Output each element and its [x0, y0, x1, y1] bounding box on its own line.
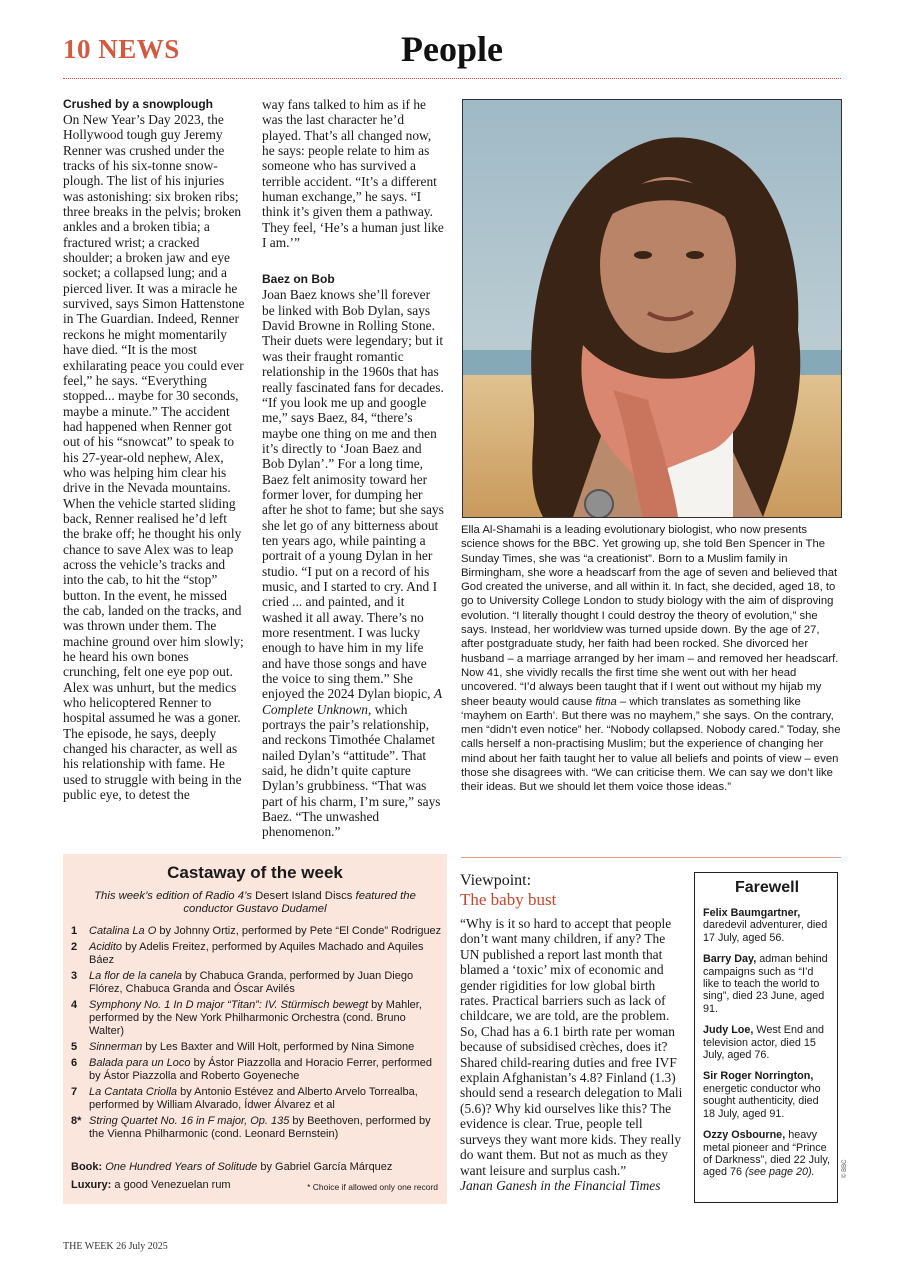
section-label: 10 NEWS [63, 34, 180, 64]
obituary-item: Sir Roger Norrington, energetic conductor who sought authenticity, died 18 July, aged 91. [703, 1070, 821, 1120]
track-item: 5 Sinnerman by Les Baxter and Will Holt, performed by Nina Simone [71, 1040, 415, 1053]
track-item: 7 La Cantata Criolla by Antonio Estévez and Alberto Arvelo Torrealba, performed by William Alvarado, Ídwer Álvarez et al [71, 1086, 418, 1111]
track-item: 6 Balada para un Loco by Ástor Piazzolla and Horacio Ferrer, performed by Ástor Piazzolla and Roberto Goyeneche [71, 1057, 433, 1082]
track-item: 8* String Quartet No. 16 in F major, Op. 135 by Beethoven, performed by the Vienna Philharmonic (cond. Leonard Bernstein) [71, 1115, 431, 1140]
castaway-book: Book: One Hundred Years of Solitude by Gabriel García Márquez [71, 1161, 393, 1173]
viewpoint-column [460, 872, 685, 1193]
track-list [71, 925, 443, 1144]
track-item: 3 La flor de la canela by Chabuca Granda, performed by Juan Diego Flórez, Chabuca Granda and Óscar Avilés [71, 970, 414, 995]
photo-caption: Ella Al-Shamahi is a leading evolutionary biologist, who now presents science shows for the BBC. Yet growing up, she told Ben Spencer in The Sunday Times, she was “a creationist”. Born to a Muslim family in Birmingham, she wore a headscarf from the age of seven and believed that God created the universe, and all within it. In fact, she decided, aged 18, to go to University College London to study biology with the aim of disproving evolution. “I literally thought I could destroy the theory of evolution,” she says. Instead, her worldview was turned upside down. By the age of 27, after postgraduate study, her faith had been rocked. She divorced her husband – a marriage arranged by her imam – and removed her headscarf. Now 41, she vividly recalls the first time she went out with her head uncovered. “I’d always been taught that if I went out without my hijab my sheer beauty would cause fitna – which translates as something like ‘mayhem on Earth’. But there was no mayhem,” she says. On the contrary, men “didn’t even notice” her. “Nobody collapsed. Nobody cared.” Today, she calls herself a non-practising Muslim; but the experience of changing her mind about her faith taught her to value all beliefs and points of view – even those she disagrees with. “We can criticise them. We can say we don’t like their ideas. But we should let them voice those ideas.” [461, 524, 841, 794]
castaway-intro: This week’s edition of Radio 4’s Desert Island Discs featured the conductor Gustavo Dudamel [94, 890, 416, 915]
obituary-item: Barry Day, adman behind campaigns such as “I’d like to teach the world to sing”, died 23 June, aged 91. [703, 953, 828, 1015]
obituary-item: Felix Baumgartner, daredevil adventurer, died 17 July, aged 56. [703, 907, 828, 944]
caption-divider [461, 857, 841, 858]
obituary-item: Ozzy Osbourne, heavy metal pioneer and “Prince of Darkness”, died 22 July, aged 76 (see page 20). [703, 1129, 831, 1179]
track-item: 1 Catalina La O by Johnny Ortiz, performed by Pete “El Conde” Rodriguez [71, 925, 442, 937]
story-body: On New Year’s Day 2023, the Hollywood tough guy Jeremy Renner was crushed under the tracks of his six-tonne snow-plough. The list of his injuries was astonishing: six broken ribs; three breaks in the pelvis; broken ankles and a broken tibia; a fractured wrist; a cracked shoulder; a broken jaw and eye socket; a collapsed lung; and a pierced liver. It was a miracle he survived, says Simon Hattenstone in The Guardian. Indeed, Renner reckons he might momentarily have died. “It is the most exhilarating peace you could ever feel,” he says. “Everything stopped... maybe for 30 seconds, maybe a minute.” The accident had happened when Renner got out of his “snowcat” to speak to his 27-year-old nephew, Alex, who was helping him clear his drive in the Nevada mountains. When the vehicle started sliding back, Renner realised he’d left the brake off; he thought his only chance to save Alex was to leap across the vehicle’s tracks and into the cab, to hit the “stop” button. In the event, he missed the cab, landed on the tracks, and was thrown under them. The machine ground over him slowly; he heard his own bones crunching, felt one eye pop out. Alex was unhurt, but the medics who helicoptered Renner to hospital assumed he was a goner. The episode, he says, deeply changed his character, as well as his relationship with fame. He used to struggle with being in the public eye, to detest the [63, 112, 245, 803]
story-body-baez: Joan Baez knows she’ll forever be linked with Bob Dylan, says David Browne in Rolling Stone. Their duets were legendary; but it was their fraught romantic relationship in the 1960s that has really fascinated fans for decades. “If you look me up and google me,” says Baez, 84, “there’s maybe one thing on me and then it’s directly to ‘Joan Baez and Bob Dylan’.” For a long time, Baez felt animosity toward her former lover, for dumping her after he shot to fame; but she says she let go of any bitterness about ten years ago, while painting a portrait of a young Dylan in her studio. “I put on a record of his music, and I started to cry. And I cried ... and painted, and it washed it all away. There’s no more resentment. I was lucky enough to have him in my life and have those songs and have the voice to sing them.” She enjoyed the 2024 Dylan biopic, A Complete Unknown, which portrays the pair’s relationship, and reckons Timothée Chalamet nailed Dylan’s “attitude”. That said, he didn’t quite capture Dylan’s grubbiness. “That was part of his charm, I’m sure,” says Baez. “The unwashed phenomenon.” [262, 287, 444, 840]
story-column-2 [262, 97, 446, 840]
header-divider [63, 78, 841, 79]
obituary-item: Judy Loe, West End and television actor, died 15 July, aged 76. [703, 1024, 825, 1062]
viewpoint-body: “Why is it so hard to accept that people don’t want many children, if any? The UN published a report last month that blamed a ‘toxic’ mix of economic and gender rigidities for low global birth rates. Practical barriers such as lack of childcare, we are told, are the problem. So, Chad has a 6.1 birth rate per woman because of subsidised crèches, does it? Shared child-rearing duties and free IVF explain Afghanistan’s 4.8? Finland (1.3) should send a research delegation to Mali (5.6)? Why kid ourselves like this? The evidence is clear. True, people tell surveys they want more kids. They really do want them. But not as much as they want leisure and surplus cash.” Janan Ganesh in the Financial Times [460, 916, 683, 1193]
viewpoint-title: The baby bust [460, 890, 557, 909]
story-continuation: way fans talked to him as if he was the last character he’d played. That’s all changed now, he says: people relate to him as someone who has survived a terrible accident. “It’s a different human exchange,” he says. “I think it’s given them a pathway. They feel, ‘He’s a human just like I am.’” [262, 97, 444, 251]
photo-credit: © BBC [842, 1159, 848, 1178]
viewpoint-source: Janan Ganesh in the Financial Times [460, 1177, 661, 1193]
track-item: 4 Symphony No. 1 In D major “Titan”: IV. Stürmisch bewegt by Mahler, performed by the New York Philharmonic Orchestra (cond. Bruno Walter) [71, 999, 422, 1037]
page-header [63, 28, 841, 80]
castaway-box [63, 854, 447, 1204]
farewell-title: Farewell [734, 879, 800, 896]
story-heading: Crushed by a snowplough [63, 97, 214, 111]
castaway-luxury: Luxury: a good Venezuelan rum [71, 1179, 231, 1191]
story-heading: Baez on Bob [262, 272, 335, 287]
story-renner [63, 97, 245, 802]
viewpoint-label: Viewpoint: [460, 872, 532, 889]
castaway-footnote: * Choice if allowed only one record [307, 1182, 438, 1192]
portrait-photo [462, 99, 842, 518]
castaway-title: Castaway of the week [167, 863, 343, 882]
page-footer: THE WEEK 26 July 2025 [63, 1241, 168, 1252]
track-item: 2 Acidito by Adelis Freitez, performed by Aquiles Machado and Aquiles Báez [71, 941, 424, 966]
farewell-box [694, 872, 838, 1203]
page-title: People [401, 29, 503, 69]
